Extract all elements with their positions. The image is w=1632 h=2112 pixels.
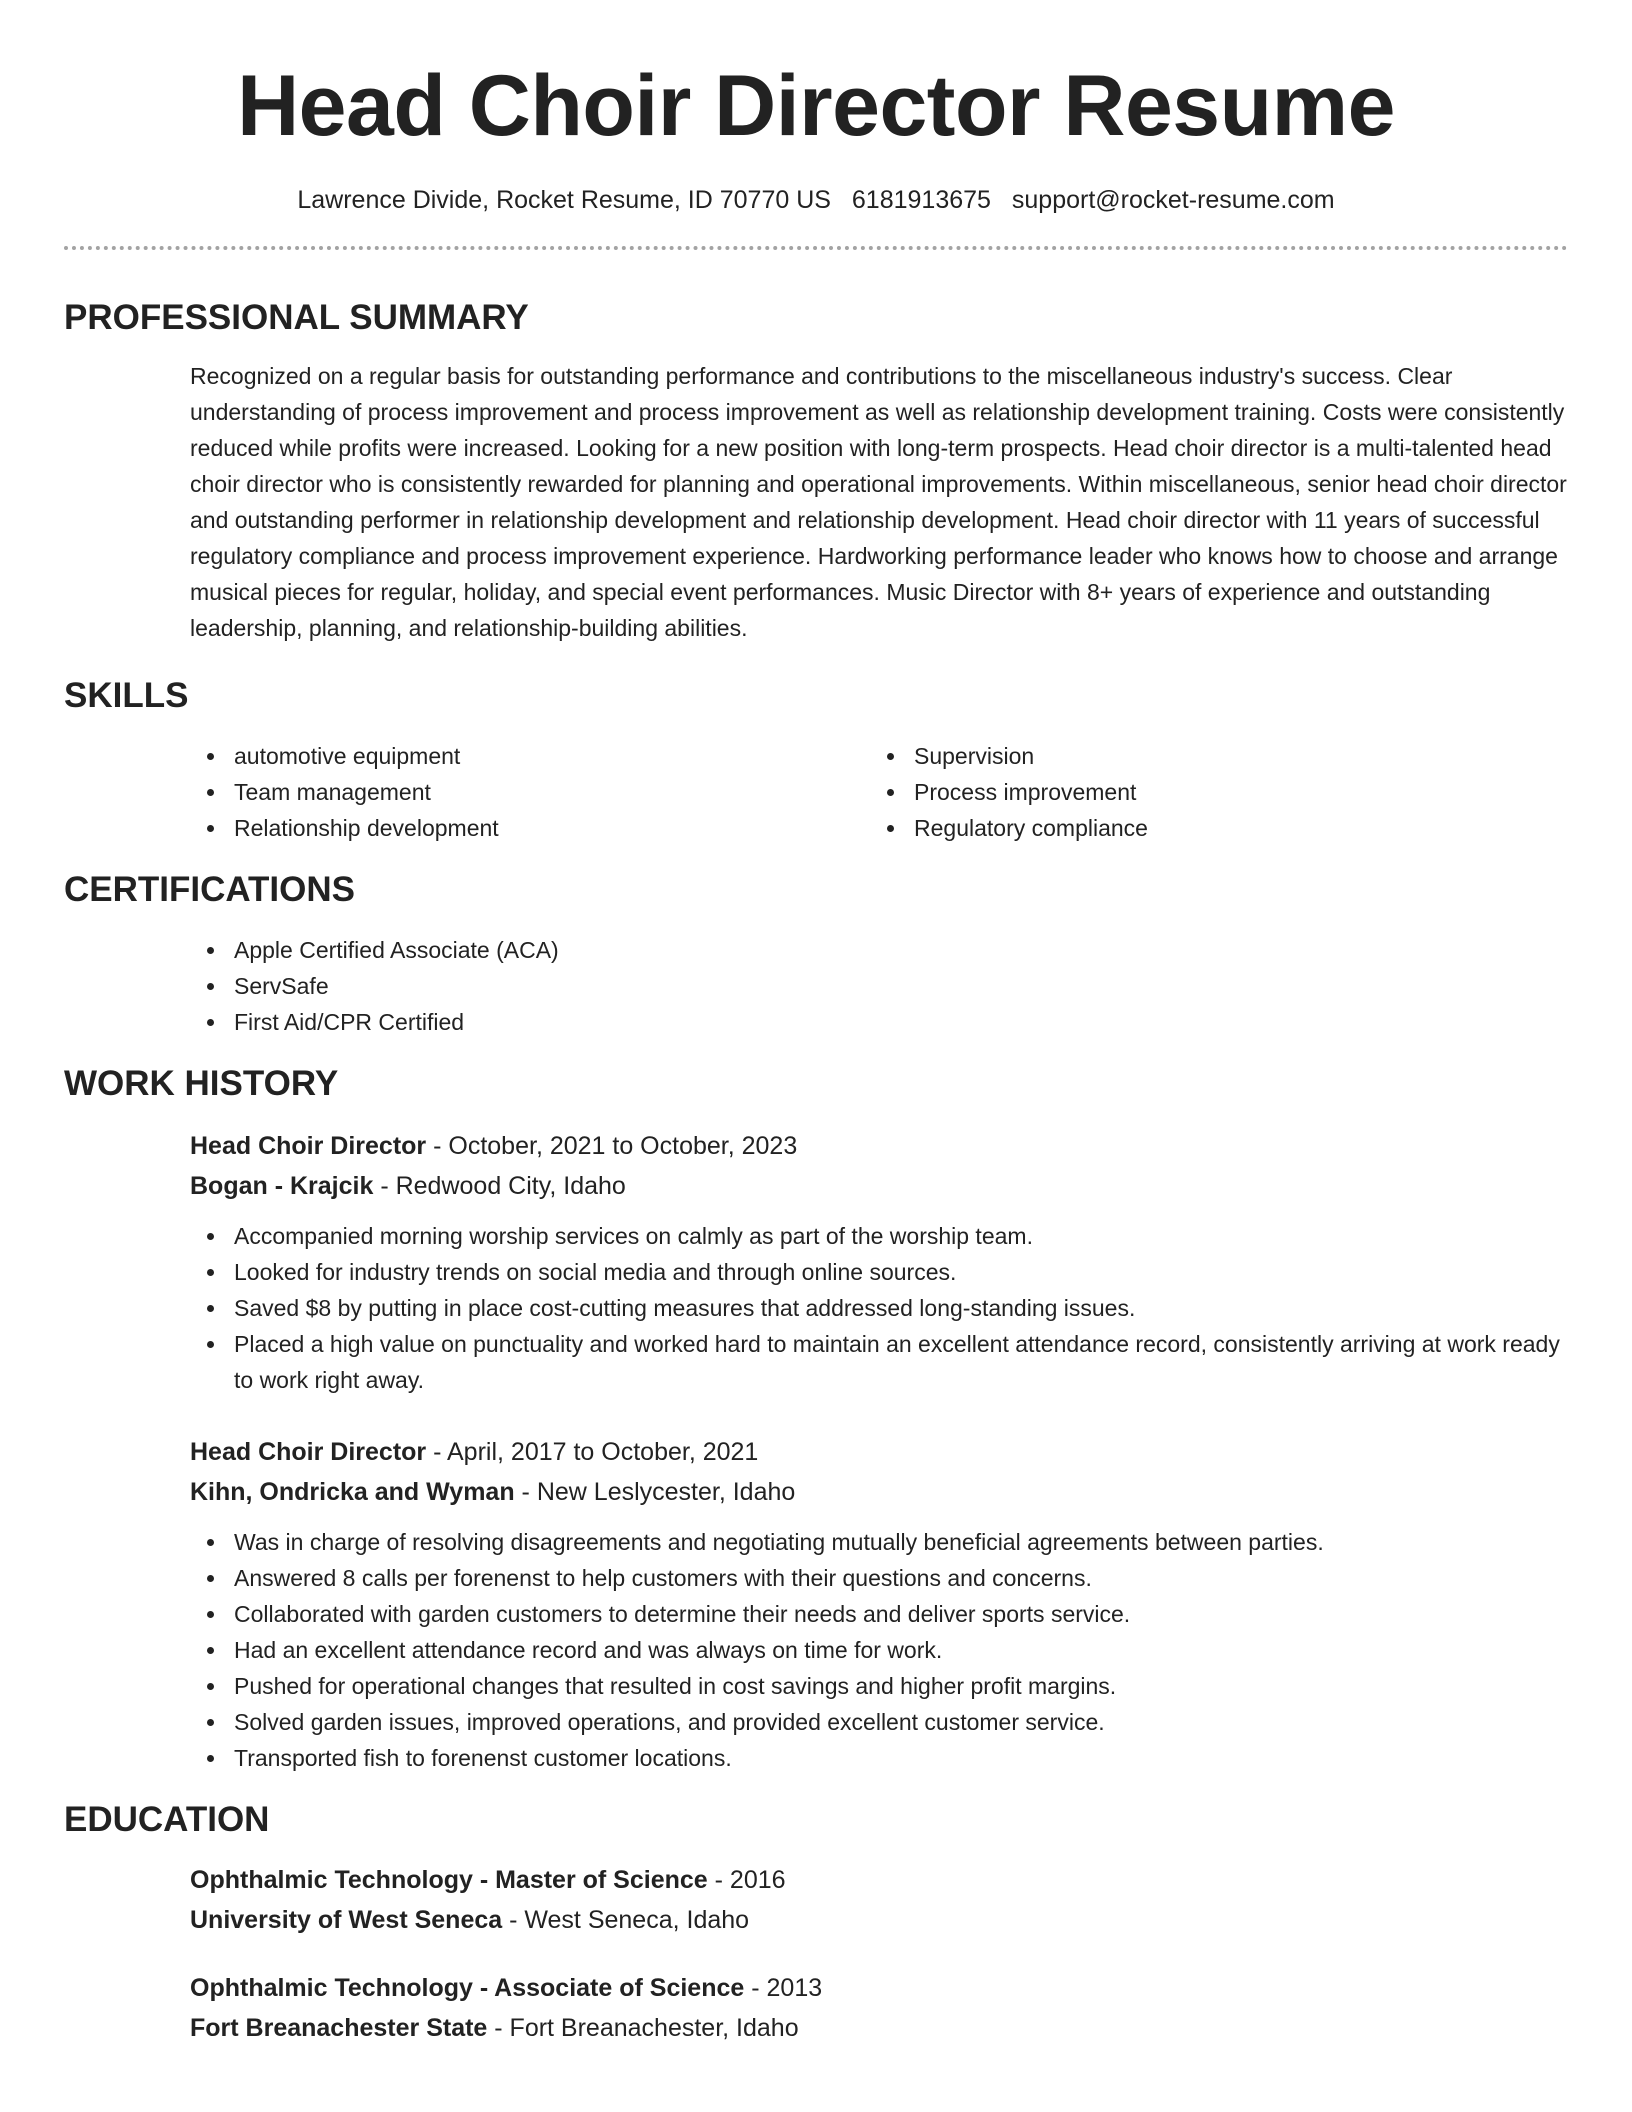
degree: Ophthalmic Technology - Associate of Science — [190, 1974, 745, 2002]
job-role-line — [190, 1126, 1568, 1166]
job-duty: Accompanied morning worship services on calmly as part of the worship team. — [190, 1218, 1568, 1254]
resume-header — [64, 0, 1568, 216]
job-entry — [190, 1126, 1568, 1398]
skill-item: automotive equipment — [190, 738, 870, 774]
school-line — [190, 2008, 1568, 2048]
education-entry — [190, 1860, 1568, 1940]
job-duty: Looked for industry trends on social media and through online sources. — [190, 1254, 1568, 1290]
job-role-line — [190, 1432, 1568, 1472]
education-heading: EDUCATION — [64, 1800, 270, 1839]
school: University of West Seneca — [190, 1906, 503, 1934]
contact-email: support@rocket-resume.com — [1011, 186, 1335, 214]
job-duty: Placed a high value on punctuality and worked hard to maintain an excellent attendance record, consistently arriving at work ready to work right away. — [190, 1326, 1568, 1398]
school-location: - West Seneca, Idaho — [502, 1906, 750, 1934]
work-history-list — [190, 1126, 1568, 1776]
job-duty: Had an excellent attendance record and was always on time for work. — [190, 1632, 1568, 1668]
job-company-line — [190, 1472, 1568, 1512]
job-dates: - October, 2021 to October, 2023 — [426, 1132, 798, 1160]
summary-heading: PROFESSIONAL SUMMARY — [64, 298, 529, 337]
work-history-heading: WORK HISTORY — [64, 1064, 339, 1103]
job-duty: Transported fish to forenenst customer locations. — [190, 1740, 1568, 1776]
job-duty: Collaborated with garden customers to determine their needs and deliver sports service. — [190, 1596, 1568, 1632]
school: Fort Breanachester State — [190, 2014, 488, 2042]
resume-page — [64, 0, 1568, 2048]
skills-column-right — [870, 738, 1550, 846]
certification-item: Apple Certified Associate (ACA) — [190, 932, 1568, 968]
job-duty: Pushed for operational changes that resulted in cost savings and higher profit margins. — [190, 1668, 1568, 1704]
contact-phone: 6181913675 — [851, 186, 991, 214]
job-location: - Redwood City, Idaho — [373, 1172, 626, 1200]
job-company: Bogan - Krajcik — [190, 1172, 374, 1200]
header-divider — [64, 246, 1568, 250]
education-entry — [190, 1968, 1568, 2048]
job-entry — [190, 1432, 1568, 1776]
skill-item: Team management — [190, 774, 870, 810]
job-duties — [190, 1218, 1568, 1398]
skills-column-left — [190, 738, 870, 846]
school-line — [190, 1900, 1568, 1940]
resume-title: Head Choir Director Resume — [237, 58, 1395, 154]
education-list — [190, 1860, 1568, 2048]
degree-year: - 2013 — [744, 1974, 823, 2002]
skill-item: Process improvement — [870, 774, 1550, 810]
summary-text: Recognized on a regular basis for outstanding performance and contributions to the miscellaneous industry's success. Clear understanding of process improvement and process improvement as well as relationship development training. Costs were consistently reduced while profits were increased. Looking for a new position with long-term prospects. Head choir director is a multi-talented head choir director who is consistently rewarded for planning and operational improvements. Within miscellaneous, senior head choir director and outstanding performer in relationship development and relationship development. Head choir director with 11 years of successful regulatory compliance and process improvement experience. Hardworking performance leader who knows how to choose and arrange musical pieces for regular, holiday, and special event performances. Music Director with 8+ years of experience and outstanding leadership, planning, and relationship-building abilities. — [190, 363, 1567, 641]
certifications-heading: CERTIFICATIONS — [64, 870, 356, 909]
contact-address: Lawrence Divide, Rocket Resume, ID 70770 US — [297, 186, 831, 214]
job-company: Kihn, Ondricka and Wyman — [190, 1478, 515, 1506]
skill-item: Regulatory compliance — [870, 810, 1550, 846]
contact-line — [64, 184, 1568, 216]
degree: Ophthalmic Technology - Master of Science — [190, 1866, 708, 1894]
school-location: - Fort Breanachester, Idaho — [487, 2014, 799, 2042]
job-role: Head Choir Director — [190, 1438, 427, 1466]
job-location: - New Leslycester, Idaho — [514, 1478, 796, 1506]
skills-heading: SKILLS — [64, 676, 189, 715]
job-company-line — [190, 1166, 1568, 1206]
degree-year: - 2016 — [707, 1866, 786, 1894]
job-duty: Saved $8 by putting in place cost-cutting measures that addressed long-standing issues. — [190, 1290, 1568, 1326]
certification-item: First Aid/CPR Certified — [190, 1004, 1568, 1040]
skill-item: Relationship development — [190, 810, 870, 846]
job-duty: Answered 8 calls per forenenst to help customers with their questions and concerns. — [190, 1560, 1568, 1596]
degree-line — [190, 1968, 1568, 2008]
job-dates: - April, 2017 to October, 2021 — [426, 1438, 759, 1466]
skill-item: Supervision — [870, 738, 1550, 774]
job-duty: Was in charge of resolving disagreements and negotiating mutually beneficial agreements between parties. — [190, 1524, 1568, 1560]
degree-line — [190, 1860, 1568, 1900]
job-role: Head Choir Director — [190, 1132, 427, 1160]
certification-item: ServSafe — [190, 968, 1568, 1004]
skills-list — [190, 738, 1568, 846]
certifications-list — [190, 932, 1568, 1040]
job-duties — [190, 1524, 1568, 1776]
job-duty: Solved garden issues, improved operations, and provided excellent customer service. — [190, 1704, 1568, 1740]
